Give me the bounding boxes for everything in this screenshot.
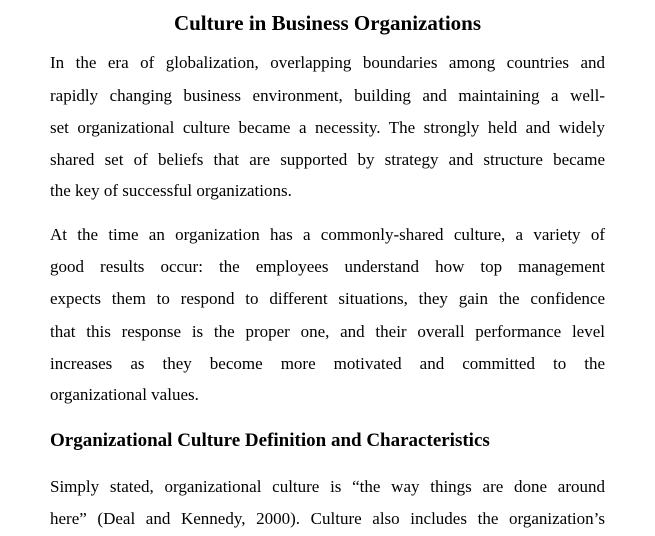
paragraph-line: that this response is the proper one, and their overall performance level [50, 322, 605, 341]
paragraph-line: here” (Deal and Kennedy, 2000). Culture also includes the organization’s [50, 509, 605, 528]
paragraph-line: increases as they become more motivated and committed to the [50, 354, 605, 373]
paragraph-line: In the era of globalization, overlapping boundaries among countries and [50, 53, 605, 72]
paragraph-line: the key of successful organizations. [50, 181, 292, 200]
document-title: Culture in Business Organizations [173, 11, 482, 35]
paragraph-line: expects them to respond to different situations, they gain the confidence [50, 289, 605, 308]
paragraph-line: Simply stated, organizational culture is “the way things are done around [50, 477, 605, 496]
paragraph-line: shared set of beliefs that are supported by strategy and structure became [50, 150, 605, 169]
paragraph-line: set organizational culture became a necessity. The strongly held and widely [50, 118, 605, 137]
section-heading: Organizational Culture Definition and Characteristics [50, 430, 490, 451]
paragraph-line: good results occur: the employees understand how top management [50, 257, 605, 276]
paragraph-line: organizational values. [50, 385, 199, 404]
paragraph-line: rapidly changing business environment, building and maintaining a well- [50, 86, 605, 105]
paragraph-line: At the time an organization has a commonly-shared culture, a variety of [50, 225, 605, 244]
